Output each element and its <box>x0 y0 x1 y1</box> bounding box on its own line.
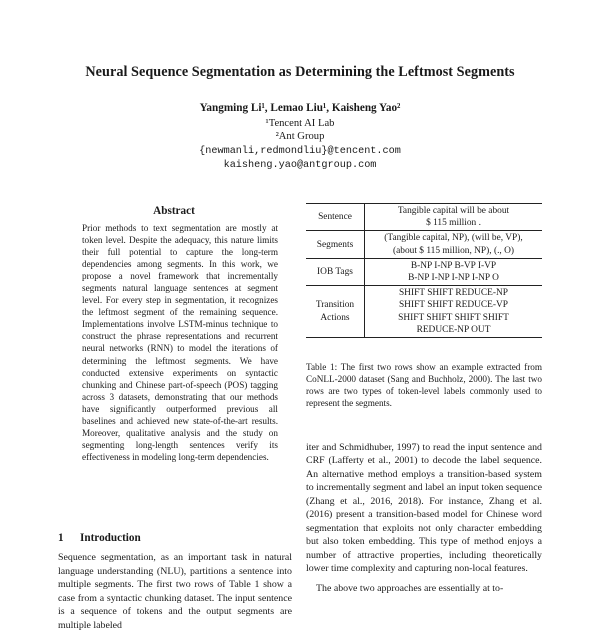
affiliation-ant: ²Ant Group <box>275 131 325 142</box>
table-cell <box>365 204 543 231</box>
right-column-body <box>306 441 542 595</box>
email-ant: kaisheng.yao@antgroup.com <box>223 160 377 171</box>
table-cell <box>365 258 543 285</box>
table-row-transition-actions <box>306 286 542 338</box>
right-column-paragraph: iter and Schmidhuber, 1997) to read the input sentence and CRF (Lafferty et al., 2001) to decode the label sequence. An alternative method employs a transition-based system to incrementally segment and label an input token sequence (Zhang et al., 2016, 2018). For instance, Zhang et al. (2016) present a transition-based model for Chinese word segmentation that exploits not only character embedding but also token embedding. This type of method enjoys a number of attractive properties, including theoretically lower time complexity and capturing non-local features. <box>306 442 542 575</box>
affiliation-tencent: ¹Tencent AI Lab <box>265 118 335 129</box>
table-row-label: Transition Actions <box>306 286 365 338</box>
email-tencent: {newmanli,redmondliu}@tencent.com <box>199 146 401 157</box>
table-1 <box>306 203 542 338</box>
table-row-label: Segments <box>306 231 365 258</box>
table-cell-line: Tangible capital will be about <box>397 206 510 216</box>
table-cell-line: SHIFT SHIFT REDUCE-VP <box>398 300 509 311</box>
table-row-label: IOB Tags <box>306 258 365 285</box>
table-cell-line: $ 115 million . <box>426 218 481 229</box>
table-1-caption: Table 1: The first two rows show an example extracted from CoNLL-2000 dataset (Sang and Buchholz, 2000). The last two rows are two types of token-level labels commonly used to represent the segments. <box>306 362 542 409</box>
paper-title: Neural Sequence Segmentation as Determining the Leftmost Segments <box>85 64 515 80</box>
table-cell-line: B-NP I-NP I-NP I-NP O <box>408 273 499 284</box>
abstract-body <box>82 222 278 463</box>
section-title: Introduction <box>80 532 141 544</box>
table-cell-line: REDUCE-NP OUT <box>416 324 491 335</box>
table-cell <box>365 286 543 338</box>
abstract-heading: Abstract <box>153 205 195 217</box>
table-row-label: Sentence <box>306 204 365 231</box>
table-cell-line: SHIFT SHIFT REDUCE-NP <box>398 288 509 299</box>
right-column-paragraph: The above two approaches are essentially at to- <box>316 582 504 594</box>
table-cell <box>365 231 543 258</box>
table-row-sentence <box>306 204 542 231</box>
section-heading-introduction <box>58 532 141 544</box>
introduction-text: Sequence segmentation, as an important task in natural language understanding (NLU), partitions a sentence into multiple segments. The first two rows of Table 1 show a case from a syntactic chunking dataset. The input sentence is a sequence of tokens and the output segments are multiple labeled <box>58 552 292 631</box>
table-row-iob-tags <box>306 258 542 285</box>
table-cell-line: (Tangible capital, NP), (will be, VP), <box>384 233 523 244</box>
table-cell-line: B-NP I-NP B-VP I-VP <box>410 260 497 271</box>
table-cell-line: SHIFT SHIFT SHIFT SHIFT <box>398 312 509 323</box>
author-list: Yangming Li¹, Lemao Liu¹, Kaisheng Yao² <box>199 102 401 114</box>
table-cell-line: (about $ 115 million, NP), (., O) <box>393 245 514 256</box>
introduction-body <box>58 551 292 633</box>
abstract-text: Prior methods to text segmentation are mostly at token level. Despite the adequacy, this nature limits their full potential to capture the long-term dependencies among segments. In this work, we propose a novel framework that incrementally segments natural language sentences at segment level. For every step in segmentation, it recognizes the leftmost segment of the remaining sequence. Implementations involve LSTM-minus technique to construct the phrase representations and recurrent neural networks (RNN) to model the iterations of determining the leftmost segments. We have conducted extensive experiments on syntactic chunking and Chinese part-of-speech (POS) tagging across 3 datasets, demonstrating that our methods have significantly outperformed previous all baselines and achieved new state-of-the-art results. Moreover, qualitative analysis and the study on segmenting long-length sentences verify its effectiveness in modeling long-term dependencies. <box>82 223 278 462</box>
section-number: 1 <box>58 532 64 544</box>
table-row-segments <box>306 231 542 258</box>
